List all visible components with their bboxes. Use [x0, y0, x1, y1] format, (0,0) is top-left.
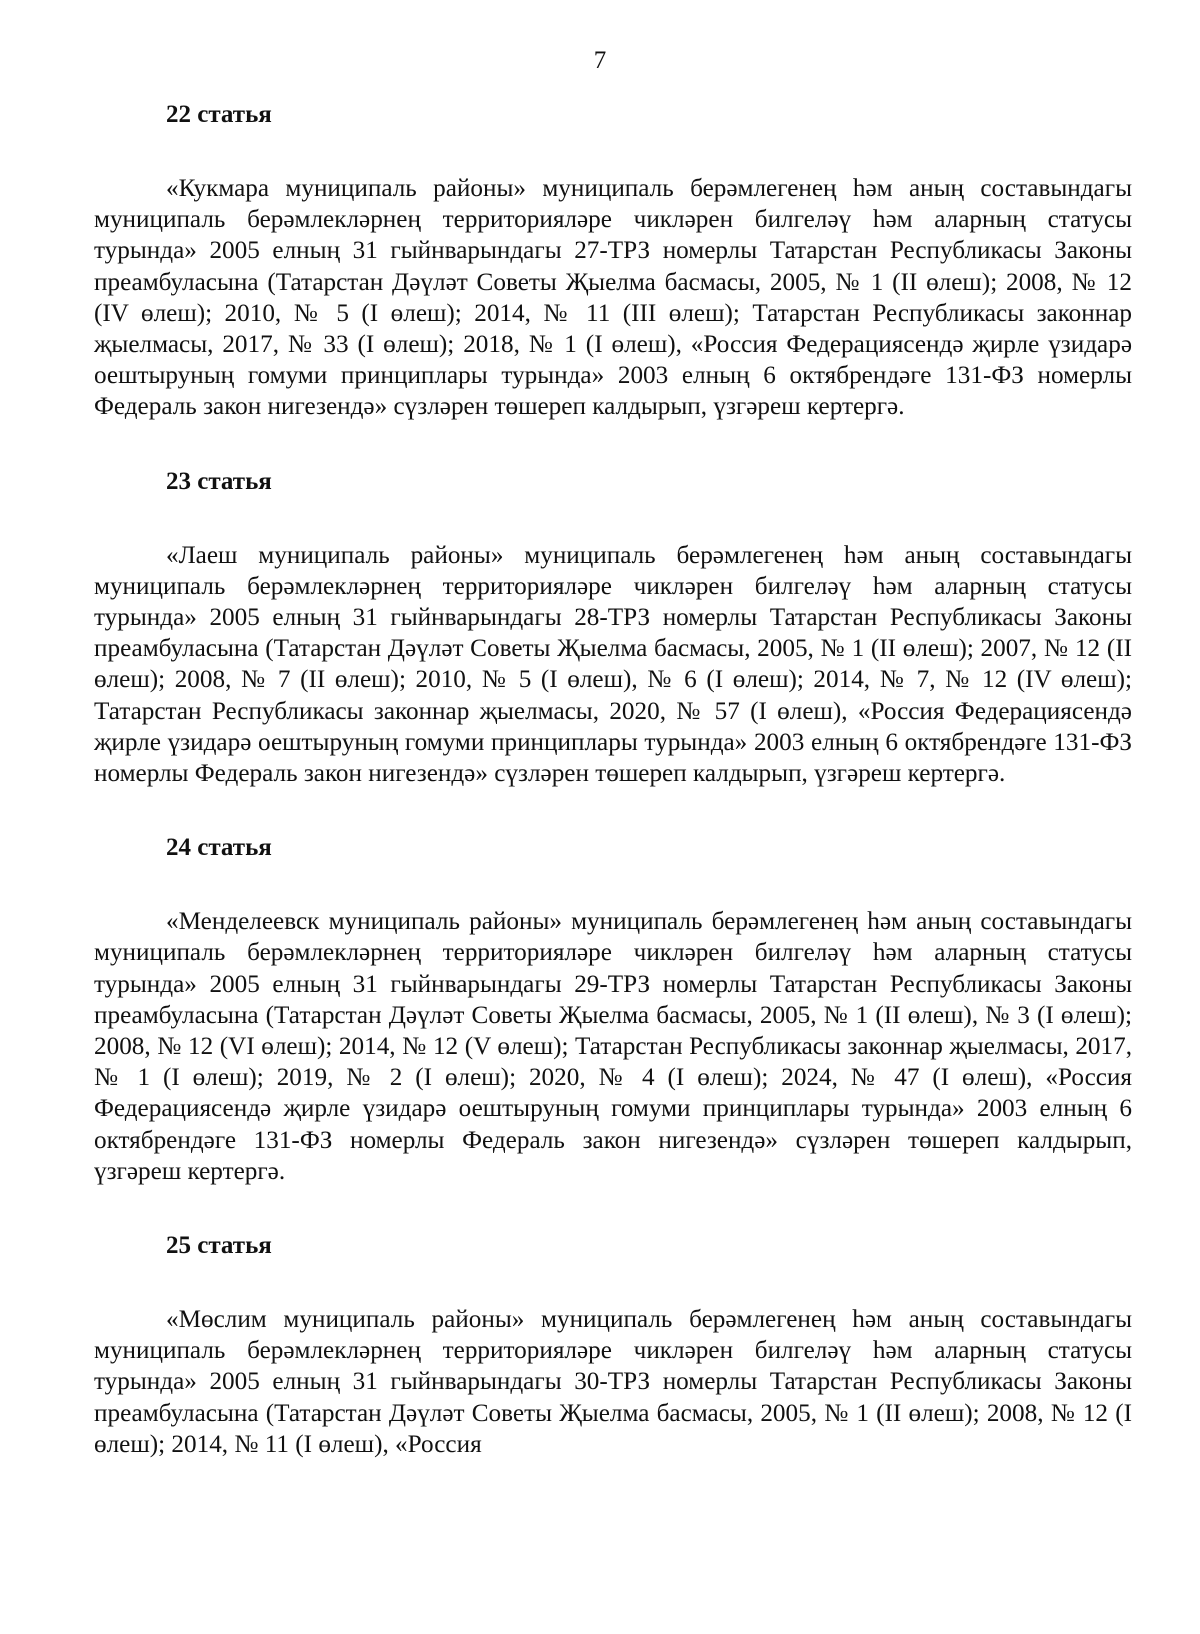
article-text: «Менделеевск муниципаль районы» муниципаль берәмлегенең һәм аның составындагы муниципаль берәмлекләрнең территорияләре чикләрен билгеләү һәм аларның статусы турында» 2005 елның 31 гыйнварындагы 29-ТРЗ номерлы Татарстан Республикасы Законы преамбуласына (Татарстан Дәүләт Советы Җыелма басмасы, 2005, № 1 (II өлеш), № 3 (I өлеш); 2008, № 12 (VI өлеш); 2014, № 12 (V өлеш); Татарстан Республикасы законнар җыелмасы, 2017, № 1 (I өлеш); 2019, № 2 (I өлеш); 2020, № 4 (I өлеш); 2024, № 47 (I өлеш), «Россия Федерациясендә җирле үзидарә оештыруның гомуми принциплары турында» 2003 елның 6 октябрендәге 131-ФЗ номерлы Федераль закон нигезендә» сүзләрен төшереп калдырып, үзгәреш кертергә. [94, 908, 1132, 1185]
article-text: «Мөслим муниципаль районы» муниципаль берәмлегенең һәм аның составындагы муниципаль берәмлекләрнең территорияләре чикләрен билгеләү һәм аларның статусы турында» 2005 елның 31 гыйнварындагы 30-ТРЗ номерлы Татарстан Республикасы Законы преамбуласына (Татарстан Дәүләт Советы Җыелма басмасы, 2005, № 1 (II өлеш); 2008, № 12 (I өлеш); 2014, № 11 (I өлеш), «Россия [94, 1306, 1132, 1458]
article-24 [94, 833, 1132, 1187]
article-25 [94, 1231, 1132, 1460]
article-22 [94, 100, 1132, 423]
article-text: «Кукмара муниципаль районы» муниципаль берәмлегенең һәм аның составындагы муниципаль берәмлекләрнең территорияләре чикләрен билгеләү һәм аларның статусы турында» 2005 елның 31 гыйнварындагы 27-ТРЗ номерлы Татарстан Республикасы Законы преамбуласына (Татарстан Дәүләт Советы Җыелма басмасы, 2005, № 1 (II өлеш); 2008, № 12 (IV өлеш); 2010, № 5 (I өлеш); 2014, № 11 (III өлеш); Татарстан Республикасы законнар җыелмасы, 2017, № 33 (I өлеш); 2018, № 1 (I өлеш), «Россия Федерациясендә җирле үзидарә оештыруның гомуми принциплары турында» 2003 елның 6 октябрендәге 131-ФЗ номерлы Федераль закон нигезендә» сүзләрен төшереп калдырып, үзгәреш кертергә. [94, 175, 1132, 421]
article-heading: 25 статья [166, 1232, 272, 1260]
article-heading: 24 статья [166, 834, 272, 862]
page-number: 7 [593, 47, 607, 74]
article-heading: 23 статья [166, 467, 272, 495]
article-heading: 22 статья [166, 101, 272, 128]
article-23 [94, 467, 1132, 790]
document-body [94, 100, 1132, 1504]
article-text: «Лаеш муниципаль районы» муниципаль берәмлегенең һәм аның составындагы муниципаль берәмлекләрнең территорияләре чикләрен билгеләү һәм аларның статусы турында» 2005 елның 31 гыйнварындагы 28-ТРЗ номерлы Татарстан Республикасы Законы преамбуласына (Татарстан Дәүләт Советы Җыелма басмасы, 2005, № 1 (II өлеш); 2007, № 12 (II өлеш); 2008, № 7 (II өлеш); 2010, № 5 (I өлеш), № 6 (I өлеш); 2014, № 7, № 12 (IV өлеш); Татарстан Республикасы законнар җыелмасы, 2020, № 57 (I өлеш), «Россия Федерациясендә җирле үзидарә оештыруның гомуми принциплары турында» 2003 елның 6 октябрендәге 131-ФЗ номерлы Федераль закон нигезендә» сүзләрен төшереп калдырып, үзгәреш кертергә. [94, 541, 1132, 788]
